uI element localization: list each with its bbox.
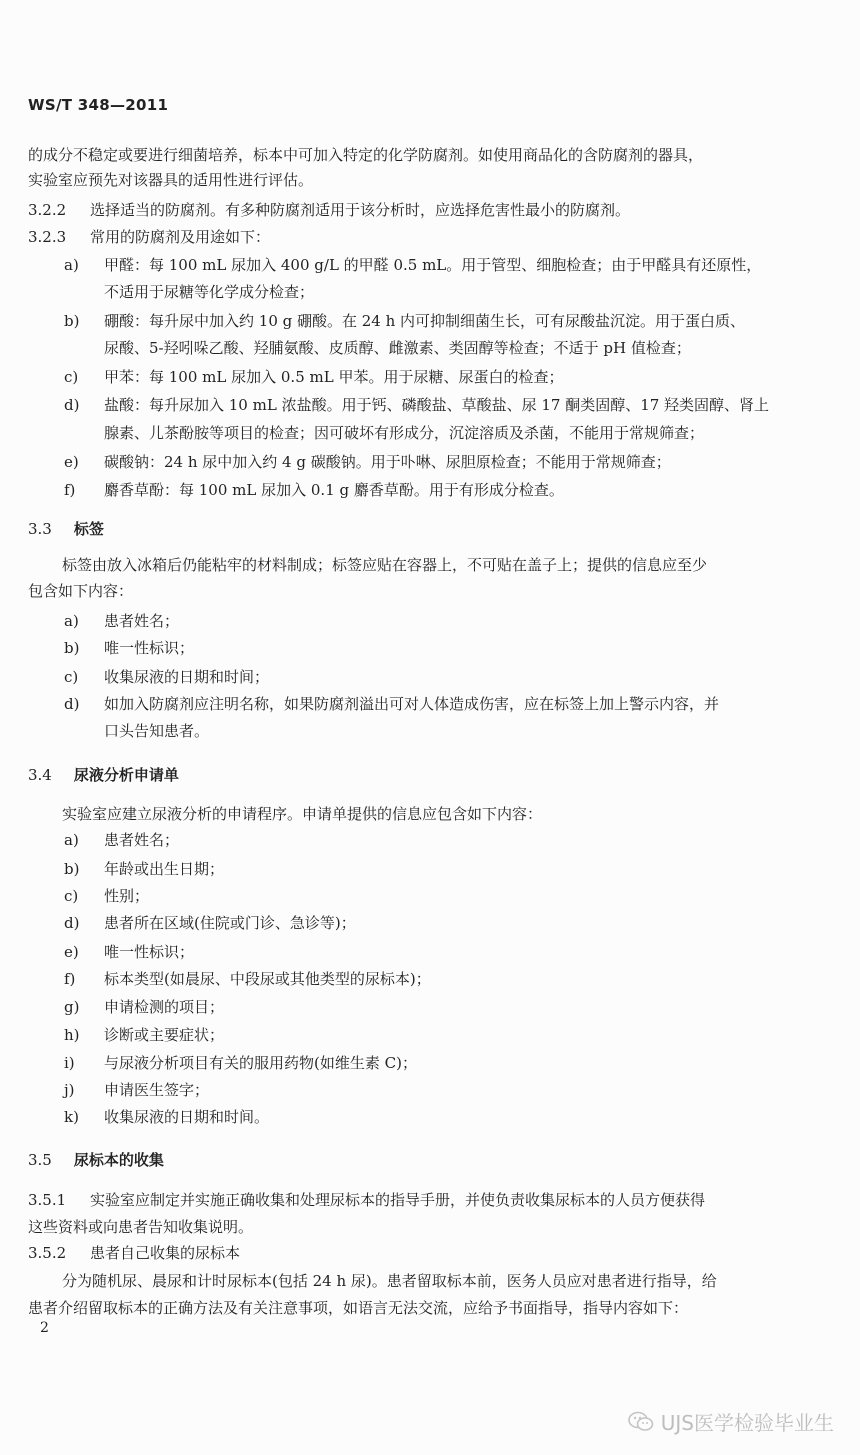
line-text: 选择适当的防腐剂。有多种防腐剂适用于该分析时，应选择危害性最小的防腐剂。	[90, 201, 631, 219]
section-number: 3.5	[28, 1151, 52, 1169]
line-text: 患者姓名；	[104, 612, 180, 630]
list-marker: a)	[64, 256, 79, 274]
text-line	[64, 942, 194, 962]
list-marker: d)	[64, 695, 80, 713]
line-text: 患者姓名；	[104, 831, 180, 849]
line-text: 患者自己收集的尿标本	[90, 1244, 241, 1262]
list-marker: k)	[64, 1108, 79, 1126]
text-line	[28, 1243, 240, 1263]
line-text: 唯一性标识；	[104, 943, 195, 961]
text-line	[64, 886, 149, 906]
line-text: 唯一性标识；	[104, 639, 195, 657]
clause-number: 3.5.2	[28, 1244, 67, 1262]
clause-number: 3.2.3	[28, 228, 67, 246]
line-text: 盐酸：每升尿加入 10 mL 浓盐酸。用于钙、磷酸盐、草酸盐、尿 17 酮类固醇、17 羟类固醇、肾上	[104, 396, 770, 414]
list-marker: e)	[64, 943, 79, 961]
line-text: 如加入防腐剂应注明名称，如果防腐剂溢出可对人体造成伤害，应在标签上加上警示内容，并	[104, 695, 720, 713]
list-marker: b)	[64, 639, 80, 657]
line-text: 硼酸：每升尿中加入约 10 g 硼酸。在 24 h 内可抑制细菌生长，可有尿酸盐沉淀。用于蛋白质、	[104, 312, 746, 330]
section-number: 3.3	[28, 520, 52, 538]
line-text: 甲醛：每 100 mL 尿加入 400 g/L 的甲醛 0.5 mL。用于管型、细胞检查；由于甲醛具有还原性，	[104, 256, 762, 274]
section-title: 尿标本的收集	[73, 1151, 164, 1169]
text-line	[28, 145, 703, 165]
line-text: 的成分不稳定或要进行细菌培养，标本中可加入特定的化学防腐剂。如使用商品化的含防腐剂的器具，	[28, 146, 704, 164]
text-line	[64, 638, 194, 658]
line-text: 申请检测的项目；	[104, 998, 225, 1016]
line-text: 分为随机尿、晨尿和计时尿标本(包括 24 h 尿)。患者留取标本前，医务人员应对患者进行指导，给	[62, 1272, 717, 1290]
text-line	[62, 1271, 717, 1291]
list-marker: c)	[64, 668, 79, 686]
text-line	[64, 997, 224, 1017]
section-heading	[28, 1149, 164, 1170]
text-line	[28, 227, 270, 247]
line-text: 尿酸、5-羟吲哚乙酸、羟脯氨酸、皮质醇、雌激素、类固醇等检查；不适于 pH 值检查；	[104, 339, 691, 357]
text-line	[64, 255, 761, 275]
text-line	[28, 1217, 253, 1237]
line-text: 腺素、儿茶酚胺等项目的检查；因可破坏有形成分，沉淀溶质及杀菌，不能用于常规筛查；	[104, 424, 705, 442]
line-text: 口头告知患者。	[104, 722, 210, 740]
line-text: 诊断或主要症状；	[104, 1026, 225, 1044]
line-text: 甲苯：每 100 mL 尿加入 0.5 mL 甲苯。用于尿糖、尿蛋白的检查；	[104, 368, 564, 386]
list-marker: b)	[64, 312, 80, 330]
line-text: 标本类型(如晨尿、中段尿或其他类型的尿标本)；	[104, 970, 431, 988]
line-text: 收集尿液的日期和时间。	[104, 1108, 270, 1126]
section-title: 标签	[73, 520, 104, 538]
text-line	[28, 581, 133, 601]
text-line	[28, 1298, 688, 1318]
line-text: 实验室应预先对该器具的适用性进行评估。	[28, 171, 314, 189]
text-line	[64, 1107, 269, 1127]
section-title: 尿液分析申请单	[73, 766, 179, 784]
line-text: 收集尿液的日期和时间；	[104, 668, 270, 686]
list-marker: a)	[64, 831, 79, 849]
line-text: 申请医生签字；	[104, 1081, 210, 1099]
list-marker: j)	[64, 1081, 75, 1099]
list-marker: f)	[64, 970, 76, 988]
text-line	[64, 452, 671, 472]
text-line	[64, 1053, 417, 1073]
page-number: 2	[40, 1320, 49, 1336]
list-marker: c)	[64, 368, 79, 386]
list-marker: h)	[64, 1026, 80, 1044]
list-marker: g)	[64, 998, 80, 1016]
line-text: 标签由放入冰箱后仍能粘牢的材料制成；标签应贴在容器上，不可贴在盖子上；提供的信息应至少	[62, 556, 708, 574]
text-line	[62, 555, 707, 575]
text-line	[64, 480, 564, 500]
line-text: 实验室应制定并实施正确收集和处理尿标本的指导手册，并使负责收集尿标本的人员方便获得	[90, 1191, 706, 1209]
line-text: 麝香草酚：每 100 mL 尿加入 0.1 g 麝香草酚。用于有形成分检查。	[104, 481, 564, 499]
text-line	[64, 367, 563, 387]
list-marker: f)	[64, 481, 76, 499]
text-line	[104, 338, 691, 358]
list-marker: a)	[64, 612, 79, 630]
wechat-icon	[627, 1410, 655, 1434]
text-line	[64, 694, 719, 714]
line-text: 年龄或出生日期；	[104, 860, 225, 878]
list-marker: e)	[64, 453, 79, 471]
list-marker: d)	[64, 396, 80, 414]
watermark-text: UJS医学检验毕业生	[660, 1411, 834, 1435]
line-text: 与尿液分析项目有关的服用药物(如维生素 C)；	[104, 1054, 417, 1072]
text-line	[64, 1080, 209, 1100]
line-text: 不适用于尿糖等化学成分检查；	[104, 283, 315, 301]
line-text: 性别；	[104, 887, 150, 905]
list-marker: b)	[64, 860, 80, 878]
text-line	[28, 200, 630, 220]
text-line	[104, 423, 704, 443]
text-line	[64, 913, 356, 933]
list-marker: i)	[64, 1054, 75, 1072]
text-line	[64, 830, 179, 850]
line-text: 这些资料或向患者告知收集说明。	[28, 1218, 254, 1236]
standard-header: WS/T 348—2011	[28, 96, 169, 114]
section-number: 3.4	[28, 766, 52, 784]
text-line	[104, 282, 314, 302]
list-marker: d)	[64, 914, 80, 932]
text-line	[28, 170, 313, 190]
text-line	[64, 667, 269, 687]
text-line	[28, 1190, 705, 1210]
section-heading	[28, 518, 104, 539]
line-text: 常用的防腐剂及用途如下：	[90, 228, 271, 246]
watermark	[627, 1407, 834, 1436]
text-line	[64, 611, 179, 631]
text-line	[64, 395, 769, 415]
list-marker: c)	[64, 887, 79, 905]
text-line	[64, 1025, 224, 1045]
text-line	[64, 311, 745, 331]
line-text: 包含如下内容：	[28, 582, 134, 600]
line-text: 实验室应建立尿液分析的申请程序。申请单提供的信息应包含如下内容：	[62, 805, 543, 823]
text-line	[62, 804, 542, 824]
clause-number: 3.5.1	[28, 1191, 67, 1209]
text-line	[64, 969, 431, 989]
line-text: 碳酸钠：24 h 尿中加入约 4 g 碳酸钠。用于卟啉、尿胆原检查；不能用于常规筛查；	[104, 453, 671, 471]
line-text: 患者介绍留取标本的正确方法及有关注意事项，如语言无法交流，应给予书面指导，指导内容如下：	[28, 1299, 689, 1317]
line-text: 患者所在区域(住院或门诊、急诊等)；	[104, 914, 356, 932]
text-line	[64, 859, 224, 879]
clause-number: 3.2.2	[28, 201, 67, 219]
text-line	[104, 721, 209, 741]
section-heading	[28, 764, 179, 785]
